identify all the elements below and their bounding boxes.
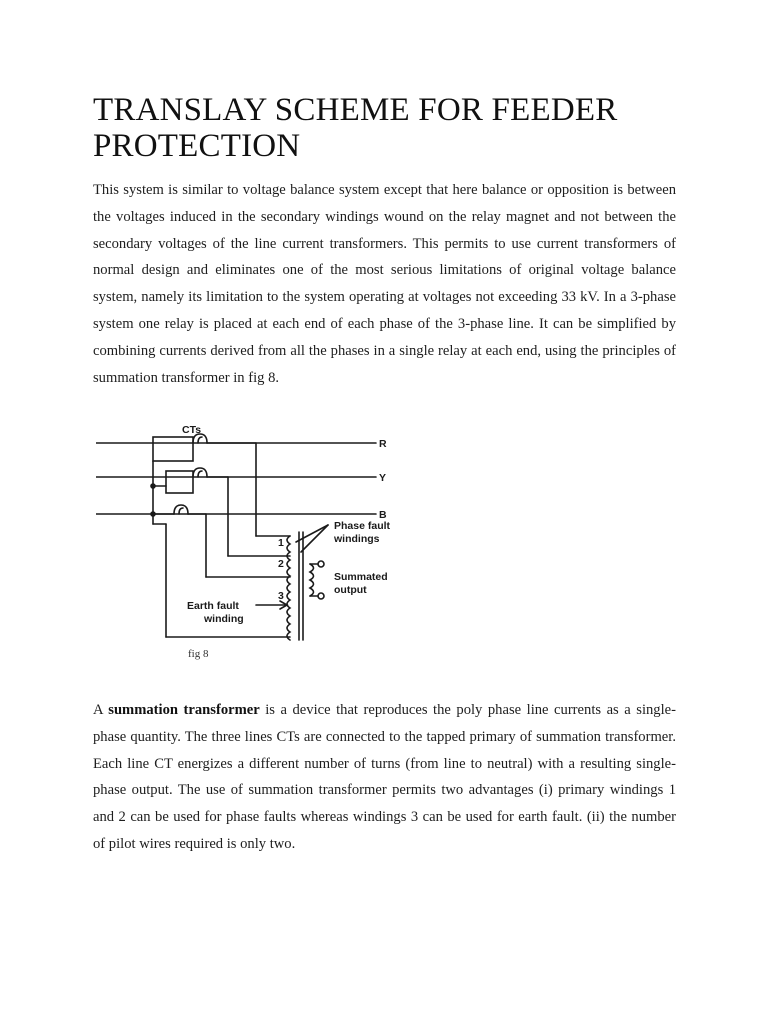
ct-r-secondary xyxy=(153,437,193,461)
figure-caption: fig 8 xyxy=(188,648,209,660)
phase-y-label: Y xyxy=(379,472,387,484)
ct-label: CTs xyxy=(182,424,202,436)
phase-b-label: B xyxy=(379,509,387,521)
ct-y-secondary xyxy=(166,471,193,493)
primary-winding xyxy=(287,536,290,640)
paragraph2-body: is a device that reproduces the poly phase line currents as a single-phase quantity. The three lines CTs are connected to the tapped primary of summation transformer. Each line CT energizes a different number of turns (from line to neutral) with a resulting single-phase output. The use of summation transformer permits two advantages (i) primary windings 1 and 2 can be used for phase faults whereas windings 3 can be used for earth fault. (ii) the number of pilot wires required is only two. xyxy=(93,702,676,852)
diagram-svg xyxy=(96,422,426,662)
tap-1-label: 1 xyxy=(278,537,284,549)
earth-fault-label-line2: winding xyxy=(204,613,244,625)
summation-transformer-diagram xyxy=(96,422,426,662)
phase-fault-label-line2: windings xyxy=(334,533,380,545)
secondary-winding xyxy=(310,564,314,596)
paragraph2-lead: A xyxy=(93,702,109,718)
page-title: TRANSLAY SCHEME FOR FEEDER PROTECTION xyxy=(93,92,618,164)
tap-3-label: 3 xyxy=(278,590,284,602)
tap-2-label: 2 xyxy=(278,558,284,570)
intro-paragraph: This system is similar to voltage balance system except that here balance or opposition is between the voltages induced in the secondary windings wound on the relay magnet and not between the secondary voltages of the line current transformers. This permits to use current transformers of normal design and eliminates one of the most serious limitations of original voltage balance system, namely its limitation to the system operating at voltages not exceeding 33 kV. In a 3-phase system one relay is placed at each end of each phase of the 3-phase line. It can be simplified by combining currents derived from all the phases in a single relay at each end, using the principles of summation transformer in fig 8. xyxy=(93,182,676,386)
summation-transformer-term: summation transformer xyxy=(108,702,260,718)
phase-r-label: R xyxy=(379,438,387,450)
summated-output-label-line2: output xyxy=(334,584,367,596)
earth-fault-label-line1: Earth fault xyxy=(187,600,239,612)
summation-paragraph xyxy=(93,697,676,858)
phase-fault-label-line1: Phase fault xyxy=(334,520,391,532)
summated-output-label-line1: Summated xyxy=(334,571,388,583)
